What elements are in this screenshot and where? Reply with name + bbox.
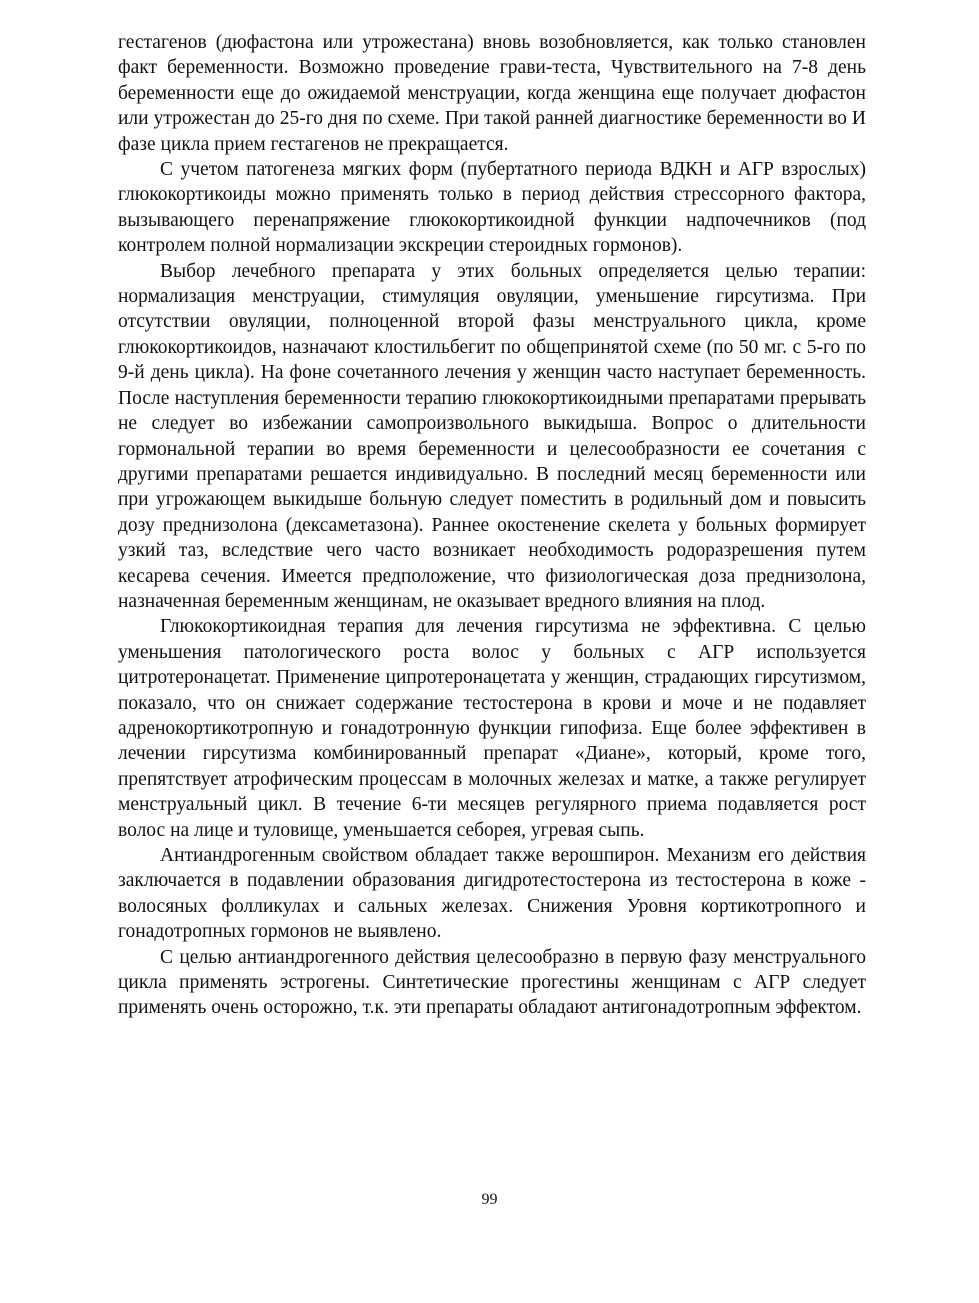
- page-number: 99: [481, 1191, 498, 1208]
- paragraph-drug-choice: Выбор лечебного препарата у этих больных определяется целью терапии: нормализация менструации, стимуляция овуляции, уменьшение гирсутизма. При отсутствии овуляции, полноценной второй фазы менструального цикла, кроме глюкокортикоидов, назначают клостильбегит по общепринятой схеме (по 50 мг. с 5-го по 9-й день цикла). На фоне сочетанного лечения у женщин часто наступает беременность. После наступления беременности терапию глюкокортикоидными препаратами прерывать не следует во избежании самопроизвольного выкидыша. Вопрос о длительности гормональной терапии во время беременности и целесообразности ее сочетания с другими препаратами решается индивидуально. В последний месяц беременности или при угрожающем выкидыше больную следует поместить в родильный дом и повысить дозу преднизолона (дексаметазона). Раннее окостенение скелета у больных формирует узкий таз, вследствие чего часто возникает необходимость родоразрешения путем кесарева сечения. Имеется предположение, что физиологическая доза преднизолона, назначенная беременным женщинам, не оказывает вредного влияния на плод.: [118, 260, 866, 612]
- paragraph-hirsutism-therapy: Глюкокортикоидная терапия для лечения гирсутизма не эффективна. С целью уменьшения патологического роста волос у больных с АГР используется цитротеронацетат. Применение ципротеронацетата у женщин, страдающих гирсутизмом, показало, что он снижает содержание тестостерона в крови и моче и не подавляет адренокортикотропную и гонадотронную функции гипофиза. Еще более эффективен в лечении гирсутизма комбинированный препарат «Диане», который, кроме того, препятствует атрофическим процессам в молочных железах и матке, а также регулирует менструальный цикл. В течение 6-ти месяцев регулярного приема подавляется рост волос на лице и туловище, уменьшается себорея, угревая сыпь.: [118, 616, 866, 841]
- page-body: [118, 30, 866, 1021]
- paragraph-mild-forms: С учетом патогенеза мягких форм (пубертатного периода ВДКН и АГР взрослых) глюкокортикоиды можно применять только в период действия стрессорного фактора, вызывающего перенапряжение глюкокортикоидной функции надпочечников (под контролем полной нормализации экскреции стероидных гормонов).: [118, 159, 866, 257]
- paragraph-estrogens: С целью антиандрогенного действия целесообразно в первую фазу менструального цикла применять эстрогены. Синтетические прогестины женщинам с АГР следует применять очень осторожно, т.к. эти препараты обладают антигонадотропным эффектом.: [118, 946, 866, 1019]
- paragraph-continuation: гестагенов (дюфастона или утрожестана) вновь возобновляется, как только становлен факт беременности. Возможно проведение грави-теста, Чувствительного на 7-8 день беременности еще до ожидаемой менструации, когда женщина еще получает дюфастон или утрожестан до 25-го дня по схеме. При такой ранней диагностике беременности во И фазе цикла прием гестагенов не прекращается.: [118, 32, 866, 155]
- paragraph-veroshpiron: Антиандрогенным свойством обладает также верошпирон. Механизм его действия заключается в подавлении образования дигидротестостерона из тестостерона в коже - волосяных фолликулах и сальных железах. Снижения Уровня кортикотропного и гонадотропных гормонов не выявлено.: [118, 845, 866, 943]
